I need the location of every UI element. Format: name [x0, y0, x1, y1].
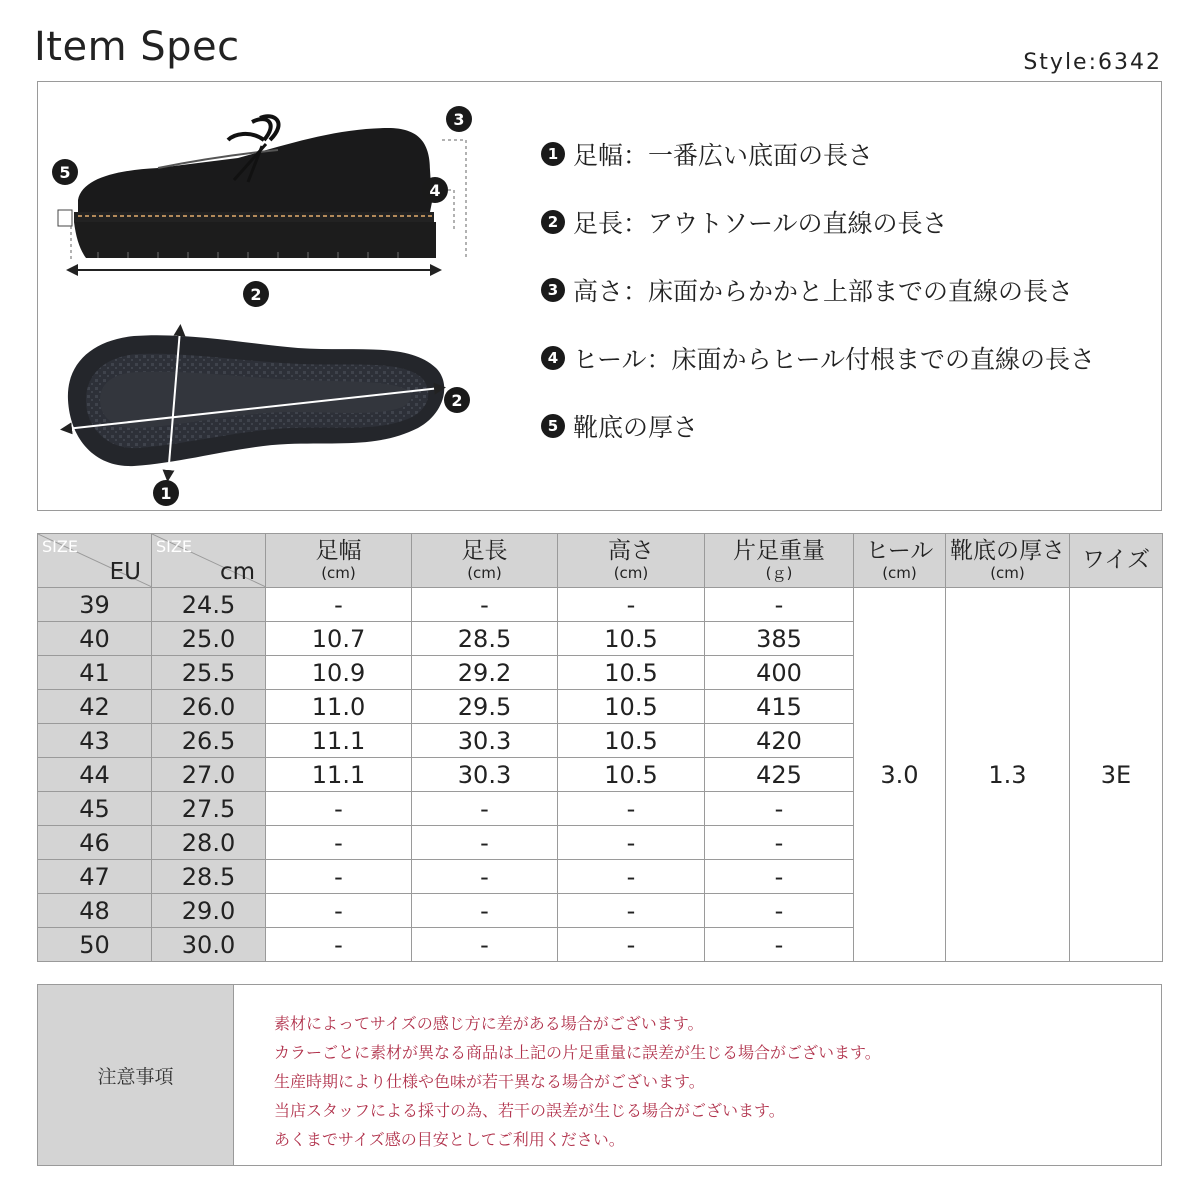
- notes-label: 注意事項: [97, 1065, 174, 1088]
- cell-cm: 27.5: [152, 792, 266, 826]
- marker-4-icon: [422, 177, 448, 203]
- cell-height: -: [558, 860, 705, 894]
- cell-length: 29.2: [412, 656, 558, 690]
- note-line: 当店スタッフによる採寸の為、若干の誤差が生じる場合がございます。: [274, 1101, 785, 1120]
- header-weight: 片足重量 (ｇ): [705, 534, 854, 588]
- cell-eu: 44: [38, 758, 152, 792]
- notes-list: [234, 985, 881, 1165]
- cell-length: -: [412, 928, 558, 962]
- cell-weight: 415: [705, 690, 854, 724]
- number-2-icon: 2: [541, 210, 565, 234]
- cell-width: -: [266, 588, 412, 622]
- cell-cm: 26.0: [152, 690, 266, 724]
- cell-height: -: [558, 928, 705, 962]
- note-line: 素材によってサイズの感じ方に差がある場合がございます。: [274, 1014, 704, 1033]
- cell-length: 29.5: [412, 690, 558, 724]
- cell-height: 10.5: [558, 758, 705, 792]
- svg-text:5: 5: [59, 163, 71, 182]
- number-3-icon: 3: [541, 278, 565, 302]
- legend-item-length: [541, 205, 1095, 239]
- svg-text:2: 2: [250, 285, 262, 304]
- cell-width: 11.0: [266, 690, 412, 724]
- marker-2-icon: [243, 281, 269, 307]
- shoe-side-view: [58, 116, 466, 270]
- note-line: カラーごとに素材が異なる商品は上記の片足重量に誤差が生じる場合がございます。: [274, 1043, 881, 1062]
- cell-cm: 25.0: [152, 622, 266, 656]
- cell-height: 10.5: [558, 622, 705, 656]
- cell-cm: 26.5: [152, 724, 266, 758]
- cell-cm: 25.5: [152, 656, 266, 690]
- marker-3-icon: [446, 106, 472, 132]
- number-4-icon: 4: [541, 346, 565, 370]
- table-header-row: [38, 534, 1163, 588]
- cell-wise: 3E: [1070, 588, 1163, 962]
- cell-height: -: [558, 826, 705, 860]
- illustration-panel: [37, 81, 1162, 511]
- cell-weight: -: [705, 928, 854, 962]
- page-title: Item Spec: [34, 24, 240, 70]
- cell-cm: 28.5: [152, 860, 266, 894]
- cell-height: 10.5: [558, 690, 705, 724]
- cell-weight: -: [705, 894, 854, 928]
- marker-5-icon: [52, 159, 78, 185]
- legend-text: 高さ：床面からかかと上部までの直線の長さ: [573, 277, 1074, 306]
- svg-text:3: 3: [453, 110, 465, 129]
- shoe-sole-view: [66, 330, 444, 476]
- cell-width: 11.1: [266, 758, 412, 792]
- legend-item-heel: [541, 341, 1095, 375]
- cell-weight: 400: [705, 656, 854, 690]
- notes-label-cell: [38, 985, 234, 1165]
- cell-weight: -: [705, 860, 854, 894]
- legend-text: 足長：アウトソールの直線の長さ: [573, 209, 948, 238]
- number-5-icon: 5: [541, 414, 565, 438]
- header-length: 足長 (cm): [412, 534, 558, 588]
- measurement-legend: [541, 137, 1095, 477]
- legend-text: 靴底の厚さ: [573, 413, 699, 442]
- cell-weight: 420: [705, 724, 854, 758]
- cell-eu: 48: [38, 894, 152, 928]
- cell-weight: 385: [705, 622, 854, 656]
- cell-width: 11.1: [266, 724, 412, 758]
- legend-item-sole: [541, 409, 1095, 443]
- legend-text: ヒール：床面からヒール付根までの直線の長さ: [573, 345, 1096, 374]
- cell-height: -: [558, 894, 705, 928]
- cell-height: 10.5: [558, 656, 705, 690]
- note-line: あくまでサイズ感の目安としてご利用ください。: [274, 1130, 625, 1149]
- table-row: [38, 588, 1163, 622]
- legend-text: 足幅：一番広い底面の長さ: [573, 141, 874, 170]
- marker-1-icon: [153, 480, 179, 506]
- cell-width: 10.9: [266, 656, 412, 690]
- svg-text:2: 2: [451, 391, 463, 410]
- cell-weight: 425: [705, 758, 854, 792]
- cell-height: -: [558, 588, 705, 622]
- notes-panel: [37, 984, 1162, 1166]
- header-width: 足幅 (cm): [266, 534, 412, 588]
- size-spec-table: [37, 533, 1163, 962]
- cell-width: -: [266, 928, 412, 962]
- cell-cm: 28.0: [152, 826, 266, 860]
- svg-text:1: 1: [160, 484, 172, 503]
- cell-eu: 46: [38, 826, 152, 860]
- cell-eu: 40: [38, 622, 152, 656]
- cell-heel: 3.0: [854, 588, 946, 962]
- cell-width: -: [266, 860, 412, 894]
- cell-cm: 29.0: [152, 894, 266, 928]
- cell-eu: 41: [38, 656, 152, 690]
- cell-weight: -: [705, 826, 854, 860]
- cell-width: -: [266, 826, 412, 860]
- svg-text:4: 4: [429, 181, 441, 200]
- cell-sole-thickness: 1.3: [946, 588, 1070, 962]
- legend-item-height: [541, 273, 1095, 307]
- cell-eu: 45: [38, 792, 152, 826]
- cell-eu: 50: [38, 928, 152, 962]
- cell-length: -: [412, 826, 558, 860]
- size-unit-eu: EU: [109, 559, 141, 585]
- cell-cm: 30.0: [152, 928, 266, 962]
- size-word: SIZE: [156, 537, 192, 556]
- marker-2-sole-icon: [444, 387, 470, 413]
- style-code: Style:6342: [1023, 50, 1162, 75]
- cell-cm: 27.0: [152, 758, 266, 792]
- cell-weight: -: [705, 588, 854, 622]
- size-unit-cm: cm: [219, 559, 255, 585]
- cell-length: -: [412, 894, 558, 928]
- cell-length: 28.5: [412, 622, 558, 656]
- cell-eu: 43: [38, 724, 152, 758]
- cell-length: -: [412, 792, 558, 826]
- size-word: SIZE: [42, 537, 78, 556]
- cell-length: 30.3: [412, 758, 558, 792]
- cell-height: 10.5: [558, 724, 705, 758]
- cell-eu: 42: [38, 690, 152, 724]
- note-line: 生産時期により仕様や色味が若干異なる場合がございます。: [274, 1072, 705, 1091]
- header-sole-thickness: 靴底の厚さ (cm): [946, 534, 1070, 588]
- cell-width: -: [266, 894, 412, 928]
- number-1-icon: 1: [541, 142, 565, 166]
- header-height: 高さ (cm): [558, 534, 705, 588]
- cell-eu: 47: [38, 860, 152, 894]
- cell-length: 30.3: [412, 724, 558, 758]
- cell-width: 10.7: [266, 622, 412, 656]
- header-size-eu: [38, 534, 152, 588]
- cell-eu: 39: [38, 588, 152, 622]
- cell-width: -: [266, 792, 412, 826]
- cell-length: -: [412, 588, 558, 622]
- legend-item-width: [541, 137, 1095, 171]
- header-heel: ヒール (cm): [854, 534, 946, 588]
- cell-cm: 24.5: [152, 588, 266, 622]
- header-size-cm: [152, 534, 266, 588]
- header-wise: ワイズ: [1070, 534, 1163, 588]
- cell-weight: -: [705, 792, 854, 826]
- cell-length: -: [412, 860, 558, 894]
- cell-height: -: [558, 792, 705, 826]
